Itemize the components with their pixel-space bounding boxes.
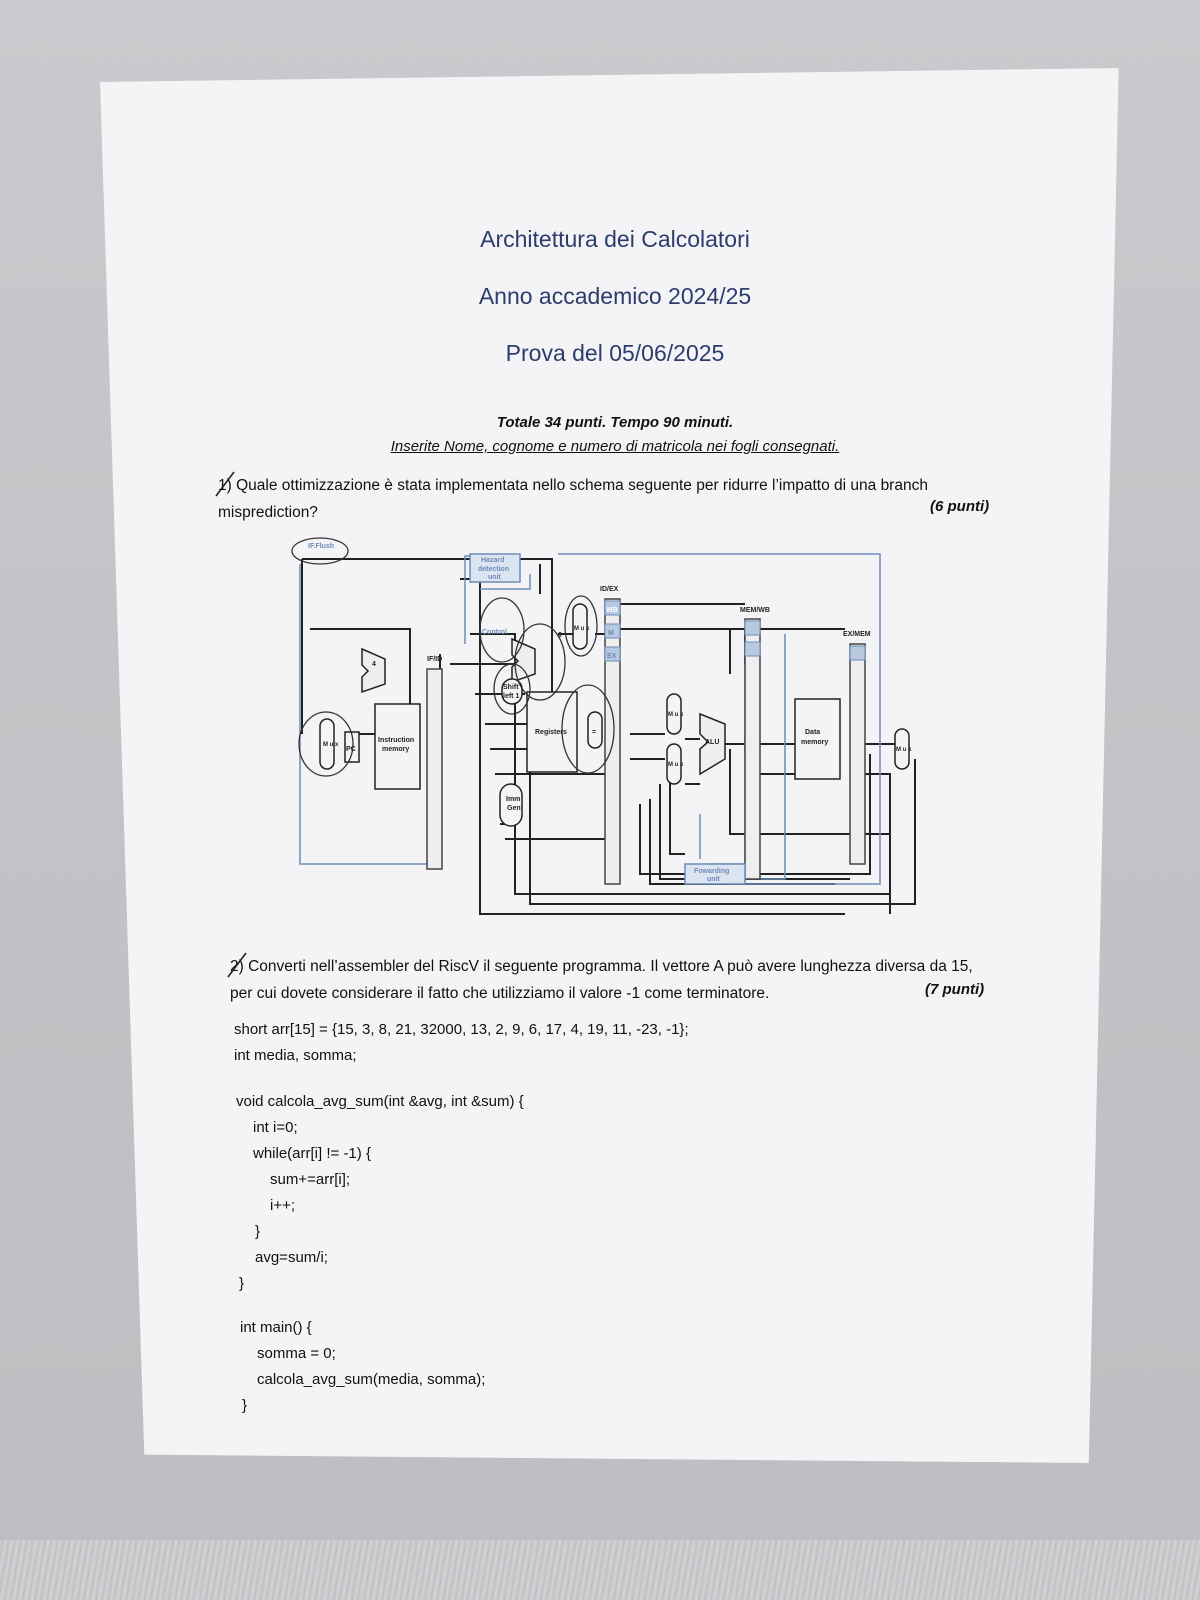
question-2-text-cont: per cui dovete considerare il fatto che utilizziamo il valore -1 come terminatore.: [230, 985, 770, 1002]
code-line-9: avg=sum/i;: [255, 1249, 328, 1266]
pc-label: PC: [346, 746, 356, 753]
equals-label: =: [592, 729, 597, 736]
question-1-points: (6 punti): [930, 498, 990, 515]
academic-year: Anno accademico 2024/25: [478, 283, 752, 309]
imm-label-1: Imm: [506, 796, 521, 803]
ex-mem-label: EX/MEM: [843, 631, 871, 638]
code-line-5: while(arr[i] != -1) {: [253, 1145, 371, 1162]
instr-mem-label-2: memory: [382, 746, 410, 753]
hazard-label-3: unit: [488, 574, 501, 581]
data-mem-label-2: memory: [801, 739, 829, 746]
question-2: [230, 953, 1030, 1007]
question-1-number: 1): [218, 472, 232, 499]
pipeline-diagram: [290, 534, 940, 934]
ex-label: EX: [607, 653, 617, 660]
m-label: M: [608, 630, 614, 637]
mem-wb-label: MEM/WB: [740, 607, 770, 614]
hazard-label-1: Hazard: [481, 557, 505, 564]
code-line-1: short arr[15] = {15, 3, 8, 21, 32000, 13, 2, 9, 6, 17, 4, 19, 11, -23, -1};: [234, 1021, 689, 1038]
total-points: Totale 34 punti. Tempo 90 minuti.: [496, 414, 734, 431]
zero-label: 0: [558, 632, 562, 639]
background-fringe: [0, 1540, 1200, 1600]
code-line-13: calcola_avg_sum(media, somma);: [257, 1371, 486, 1388]
mux-label-pc: M u x: [323, 742, 339, 748]
forwarding-label-2: unit: [707, 876, 720, 883]
mux-label-alu-a: M u x: [668, 712, 684, 718]
code-line-10: }: [239, 1275, 245, 1292]
alu-label: ALU: [705, 739, 720, 746]
question-2-points: (7 punti): [925, 981, 985, 998]
mux-label-control: M u x: [574, 626, 590, 632]
code-line-4: int i=0;: [253, 1119, 298, 1136]
question-1: [218, 472, 1008, 526]
code-line-14: }: [242, 1397, 248, 1414]
if-id-label: IF/ID: [427, 656, 443, 663]
code-line-8: }: [255, 1223, 261, 1240]
question-2-text: Converti nell’assembler del RiscV il seguente programma. Il vettore A può avere lunghezza diversa da 15,: [248, 958, 973, 975]
instructions-note: Inserite Nome, cognome e numero di matricola nei fogli consegnati.: [390, 438, 840, 455]
four-label: 4: [372, 661, 376, 668]
imm-label-2: Gen: [507, 805, 521, 812]
shift-label-2: left 1: [503, 693, 520, 700]
code-line-12: somma = 0;: [257, 1345, 336, 1362]
question-2-number: 2): [230, 953, 244, 980]
exam-date: Prova del 05/06/2025: [505, 340, 725, 366]
hazard-label-2: detection: [478, 566, 510, 573]
data-mem-label-1: Data: [805, 729, 821, 736]
question-1-text-cont: misprediction?: [218, 504, 318, 521]
mux-label-wb: M u x: [896, 747, 912, 753]
code-line-2: int media, somma;: [234, 1047, 357, 1064]
id-ex-label: ID/EX: [600, 586, 619, 593]
registers-label: Registers: [535, 729, 567, 736]
code-line-7: i++;: [270, 1197, 296, 1214]
code-line-11: int main() {: [240, 1319, 312, 1336]
course-title: Architettura dei Calcolatori: [480, 226, 750, 252]
code-line-6: sum+=arr[i];: [270, 1171, 351, 1188]
control-label: Control: [482, 629, 507, 636]
check-mark-icon: [214, 470, 236, 498]
shift-label-1: Shift: [503, 684, 519, 691]
question-1-text: Quale ottimizzazione è stata implementata nello schema seguente per ridurre l’impatto di una branch: [236, 477, 928, 494]
mux-label-alu-b: M u x: [668, 762, 684, 768]
instr-mem-label-1: Instruction: [378, 737, 415, 744]
code-line-3: void calcola_avg_sum(int &avg, int &sum) {: [236, 1093, 524, 1110]
if-flush-label: IF.Flush: [308, 543, 335, 550]
check-mark-icon: [226, 951, 248, 979]
wb-label: WB: [606, 607, 618, 614]
forwarding-label-1: Fowarding: [694, 868, 730, 875]
